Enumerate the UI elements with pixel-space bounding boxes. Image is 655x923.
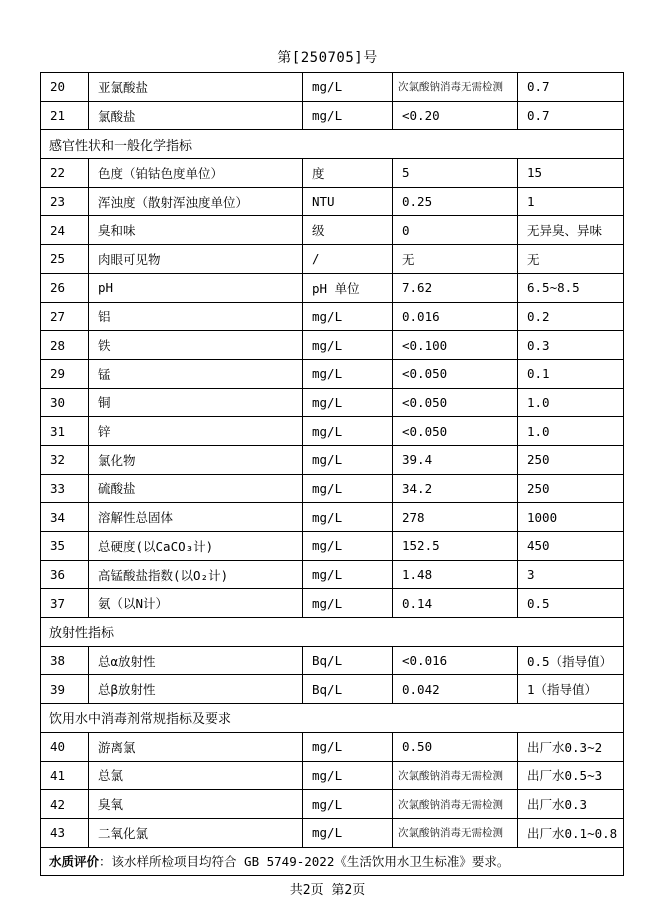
unit-cell: Bq/L bbox=[303, 675, 393, 704]
row-number-cell: 27 bbox=[41, 302, 89, 331]
limit-value-cell: 0.1 bbox=[518, 359, 624, 388]
limit-value-cell: 出厂水0.3~2 bbox=[518, 732, 624, 761]
measured-value-cell: 5 bbox=[393, 159, 518, 188]
limit-value-cell: 出厂水0.5~3 bbox=[518, 761, 624, 790]
unit-cell: 度 bbox=[303, 159, 393, 188]
unit-cell: mg/L bbox=[303, 359, 393, 388]
unit-cell: mg/L bbox=[303, 302, 393, 331]
table-row bbox=[41, 187, 624, 216]
unit-cell: mg/L bbox=[303, 445, 393, 474]
unit-cell: NTU bbox=[303, 187, 393, 216]
row-number-cell: 24 bbox=[41, 216, 89, 245]
table-row bbox=[41, 331, 624, 360]
parameter-name-cell: 铝 bbox=[89, 302, 303, 331]
measured-value-cell: 1.48 bbox=[393, 560, 518, 589]
parameter-name-cell: 硫酸盐 bbox=[89, 474, 303, 503]
table-row bbox=[41, 503, 624, 532]
row-number-cell: 23 bbox=[41, 187, 89, 216]
table-row bbox=[41, 474, 624, 503]
parameter-name-cell: 总氯 bbox=[89, 761, 303, 790]
table-row bbox=[41, 245, 624, 274]
unit-cell: pH 单位 bbox=[303, 273, 393, 302]
parameter-name-cell: 总硬度(以CaCO₃计) bbox=[89, 532, 303, 561]
unit-cell: mg/L bbox=[303, 818, 393, 847]
table-row bbox=[41, 646, 624, 675]
parameter-name-cell: 游离氯 bbox=[89, 732, 303, 761]
row-number-cell: 32 bbox=[41, 445, 89, 474]
row-number-cell: 34 bbox=[41, 503, 89, 532]
unit-cell: mg/L bbox=[303, 732, 393, 761]
parameter-name-cell: 肉眼可见物 bbox=[89, 245, 303, 274]
limit-value-cell: 1.0 bbox=[518, 417, 624, 446]
measured-value-cell: <0.016 bbox=[393, 646, 518, 675]
unit-cell: mg/L bbox=[303, 331, 393, 360]
parameter-name-cell: 锌 bbox=[89, 417, 303, 446]
limit-value-cell: 3 bbox=[518, 560, 624, 589]
table-row bbox=[41, 732, 624, 761]
table-row bbox=[41, 73, 624, 102]
report-table-body bbox=[41, 73, 624, 876]
table-row bbox=[41, 388, 624, 417]
limit-value-cell: 15 bbox=[518, 159, 624, 188]
unit-cell: mg/L bbox=[303, 589, 393, 618]
section-header-row bbox=[41, 704, 624, 733]
table-row bbox=[41, 532, 624, 561]
row-number-cell: 31 bbox=[41, 417, 89, 446]
limit-value-cell: 1000 bbox=[518, 503, 624, 532]
unit-cell: mg/L bbox=[303, 560, 393, 589]
unit-cell: mg/L bbox=[303, 503, 393, 532]
measured-value-cell: <0.050 bbox=[393, 359, 518, 388]
parameter-name-cell: 氯化物 bbox=[89, 445, 303, 474]
limit-value-cell: 0.5（指导值） bbox=[518, 646, 624, 675]
table-row bbox=[41, 818, 624, 847]
row-number-cell: 22 bbox=[41, 159, 89, 188]
limit-value-cell: 无异臭、异味 bbox=[518, 216, 624, 245]
row-number-cell: 36 bbox=[41, 560, 89, 589]
table-row bbox=[41, 273, 624, 302]
limit-value-cell: 1（指导值） bbox=[518, 675, 624, 704]
unit-cell: mg/L bbox=[303, 417, 393, 446]
measured-value-cell: 次氯酸钠消毒无需检测 bbox=[393, 73, 518, 102]
measured-value-cell: 152.5 bbox=[393, 532, 518, 561]
limit-value-cell: 0.7 bbox=[518, 73, 624, 102]
limit-value-cell: 450 bbox=[518, 532, 624, 561]
limit-value-cell: 1 bbox=[518, 187, 624, 216]
unit-cell: / bbox=[303, 245, 393, 274]
unit-cell: mg/L bbox=[303, 101, 393, 130]
parameter-name-cell: 铜 bbox=[89, 388, 303, 417]
unit-cell: mg/L bbox=[303, 790, 393, 819]
row-number-cell: 40 bbox=[41, 732, 89, 761]
measured-value-cell: 7.62 bbox=[393, 273, 518, 302]
table-row bbox=[41, 359, 624, 388]
water-quality-table bbox=[40, 72, 624, 876]
report-number-title: 第[250705]号 bbox=[277, 50, 378, 66]
measured-value-cell: 0.042 bbox=[393, 675, 518, 704]
row-number-cell: 38 bbox=[41, 646, 89, 675]
limit-value-cell: 0.3 bbox=[518, 331, 624, 360]
unit-cell: mg/L bbox=[303, 73, 393, 102]
row-number-cell: 41 bbox=[41, 761, 89, 790]
parameter-name-cell: 铁 bbox=[89, 331, 303, 360]
parameter-name-cell: 色度（铂钴色度单位） bbox=[89, 159, 303, 188]
measured-value-cell: 无 bbox=[393, 245, 518, 274]
measured-value-cell: <0.050 bbox=[393, 417, 518, 446]
measured-value-cell: <0.050 bbox=[393, 388, 518, 417]
limit-value-cell: 250 bbox=[518, 474, 624, 503]
row-number-cell: 28 bbox=[41, 331, 89, 360]
table-row bbox=[41, 417, 624, 446]
limit-value-cell: 出厂水0.3 bbox=[518, 790, 624, 819]
measured-value-cell: 0 bbox=[393, 216, 518, 245]
row-number-cell: 42 bbox=[41, 790, 89, 819]
table-row bbox=[41, 675, 624, 704]
table-row bbox=[41, 302, 624, 331]
evaluation-text: ：该水样所检项目均符合 GB 5749-2022《生活饮用水卫生标准》要求。 bbox=[99, 854, 510, 870]
row-number-cell: 26 bbox=[41, 273, 89, 302]
measured-value-cell: 0.016 bbox=[393, 302, 518, 331]
limit-value-cell: 6.5~8.5 bbox=[518, 273, 624, 302]
parameter-name-cell: 总α放射性 bbox=[89, 646, 303, 675]
limit-value-cell: 250 bbox=[518, 445, 624, 474]
section-header-cell: 放射性指标 bbox=[41, 618, 624, 647]
limit-value-cell: 出厂水0.1~0.8 bbox=[518, 818, 624, 847]
limit-value-cell: 0.5 bbox=[518, 589, 624, 618]
section-header-cell: 感官性状和一般化学指标 bbox=[41, 130, 624, 159]
parameter-name-cell: 氨（以N计） bbox=[89, 589, 303, 618]
parameter-name-cell: 二氧化氯 bbox=[89, 818, 303, 847]
measured-value-cell: 次氯酸钠消毒无需检测 bbox=[393, 818, 518, 847]
parameter-name-cell: pH bbox=[89, 273, 303, 302]
table-row bbox=[41, 216, 624, 245]
parameter-name-cell: 锰 bbox=[89, 359, 303, 388]
limit-value-cell: 无 bbox=[518, 245, 624, 274]
page-number: 共2页 第2页 bbox=[289, 883, 366, 898]
unit-cell: Bq/L bbox=[303, 646, 393, 675]
parameter-name-cell: 臭和味 bbox=[89, 216, 303, 245]
parameter-name-cell: 溶解性总固体 bbox=[89, 503, 303, 532]
unit-cell: mg/L bbox=[303, 474, 393, 503]
evaluation-label: 水质评价 bbox=[49, 854, 100, 870]
section-header-row bbox=[41, 130, 624, 159]
limit-value-cell: 0.2 bbox=[518, 302, 624, 331]
parameter-name-cell: 亚氯酸盐 bbox=[89, 73, 303, 102]
measured-value-cell: 次氯酸钠消毒无需检测 bbox=[393, 761, 518, 790]
measured-value-cell: <0.20 bbox=[393, 101, 518, 130]
parameter-name-cell: 臭氧 bbox=[89, 790, 303, 819]
table-row bbox=[41, 761, 624, 790]
parameter-name-cell: 总β放射性 bbox=[89, 675, 303, 704]
table-row bbox=[41, 589, 624, 618]
measured-value-cell: 次氯酸钠消毒无需检测 bbox=[393, 790, 518, 819]
limit-value-cell: 0.7 bbox=[518, 101, 624, 130]
row-number-cell: 33 bbox=[41, 474, 89, 503]
measured-value-cell: 0.14 bbox=[393, 589, 518, 618]
evaluation-row bbox=[41, 847, 624, 876]
measured-value-cell: <0.100 bbox=[393, 331, 518, 360]
measured-value-cell: 0.50 bbox=[393, 732, 518, 761]
section-header-cell: 饮用水中消毒剂常规指标及要求 bbox=[41, 704, 624, 733]
table-row bbox=[41, 560, 624, 589]
table-row bbox=[41, 790, 624, 819]
section-header-row bbox=[41, 618, 624, 647]
row-number-cell: 25 bbox=[41, 245, 89, 274]
unit-cell: mg/L bbox=[303, 761, 393, 790]
parameter-name-cell: 浑浊度（散射浑浊度单位） bbox=[89, 187, 303, 216]
table-row bbox=[41, 101, 624, 130]
evaluation-cell bbox=[41, 847, 624, 876]
row-number-cell: 29 bbox=[41, 359, 89, 388]
unit-cell: mg/L bbox=[303, 532, 393, 561]
unit-cell: 级 bbox=[303, 216, 393, 245]
table-row bbox=[41, 159, 624, 188]
row-number-cell: 37 bbox=[41, 589, 89, 618]
limit-value-cell: 1.0 bbox=[518, 388, 624, 417]
row-number-cell: 39 bbox=[41, 675, 89, 704]
parameter-name-cell: 氯酸盐 bbox=[89, 101, 303, 130]
row-number-cell: 43 bbox=[41, 818, 89, 847]
row-number-cell: 20 bbox=[41, 73, 89, 102]
row-number-cell: 21 bbox=[41, 101, 89, 130]
measured-value-cell: 34.2 bbox=[393, 474, 518, 503]
row-number-cell: 35 bbox=[41, 532, 89, 561]
parameter-name-cell: 高锰酸盐指数(以O₂计) bbox=[89, 560, 303, 589]
measured-value-cell: 39.4 bbox=[393, 445, 518, 474]
measured-value-cell: 278 bbox=[393, 503, 518, 532]
row-number-cell: 30 bbox=[41, 388, 89, 417]
unit-cell: mg/L bbox=[303, 388, 393, 417]
table-row bbox=[41, 445, 624, 474]
measured-value-cell: 0.25 bbox=[393, 187, 518, 216]
